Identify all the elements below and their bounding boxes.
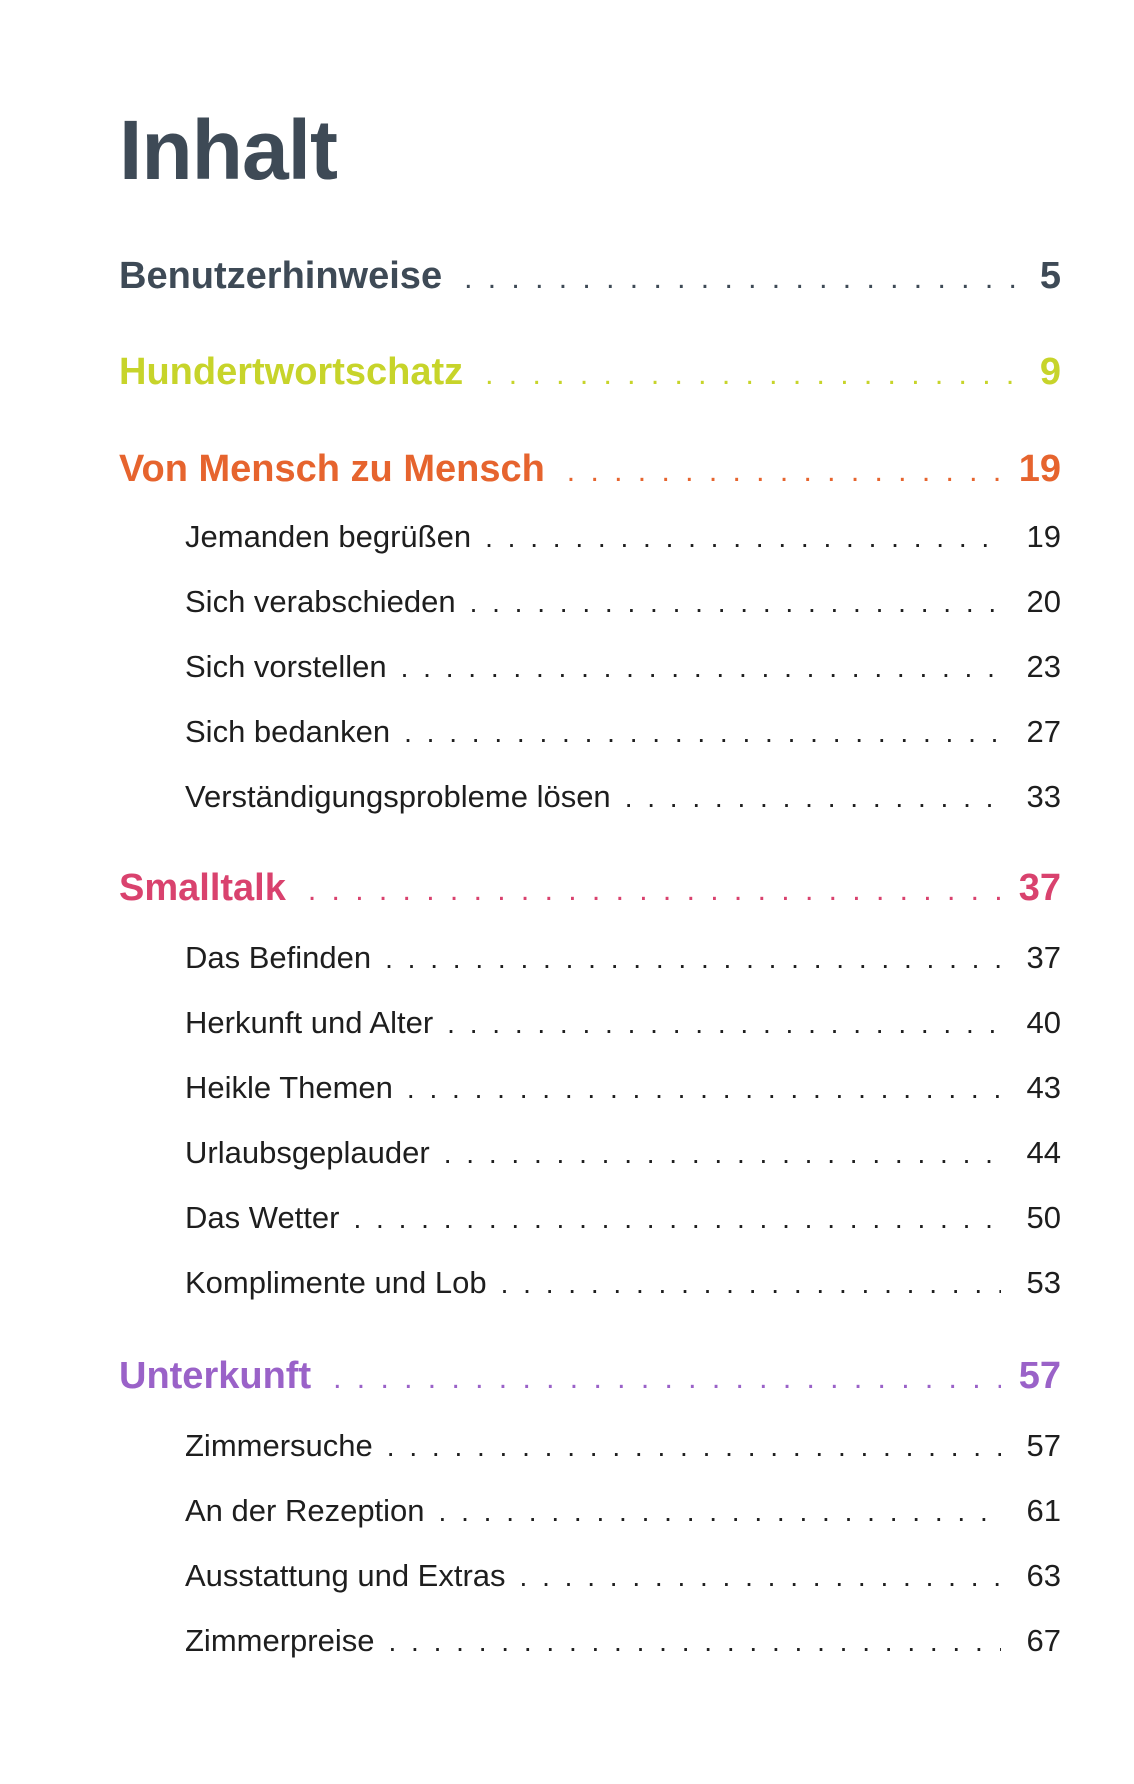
toc-section-sich-vorstellen[interactable] [185, 651, 1061, 682]
toc-section-das-wetter[interactable] [185, 1202, 1061, 1233]
toc-section-label: Zimmersuche [185, 1428, 373, 1463]
toc-section-label: Das Wetter [185, 1200, 340, 1235]
toc-section-label: Sich verabschieden [185, 584, 456, 619]
toc-chapter-label: Hundertwortschatz [119, 351, 464, 393]
toc-section-label: Komplimente und Lob [185, 1265, 487, 1300]
toc-section-sich-bedanken[interactable] [185, 716, 1061, 747]
dot-leader [567, 457, 1001, 487]
toc-section-page: 33 [1026, 779, 1061, 814]
toc-section-page: 67 [1026, 1623, 1061, 1658]
toc-section-page: 40 [1026, 1005, 1061, 1040]
dot-leader [308, 876, 1001, 906]
toc-section-zimmersuche[interactable] [185, 1430, 1061, 1461]
dot-leader [464, 264, 1022, 294]
toc-section-page: 50 [1026, 1200, 1061, 1235]
toc-section-jemanden-begruessen[interactable] [185, 521, 1061, 552]
dot-leader [333, 1364, 1001, 1394]
toc-section-label: Sich bedanken [185, 714, 391, 749]
toc-section-page: 44 [1026, 1135, 1061, 1170]
toc-chapter-hundertwortschatz[interactable] [119, 353, 1061, 391]
dot-leader [404, 719, 1001, 747]
dot-leader [470, 589, 1001, 617]
toc-section-verstaendigungsprobleme-loesen[interactable] [185, 781, 1061, 812]
toc-section-label: Zimmerpreise [185, 1623, 375, 1658]
toc-section-page: 53 [1026, 1265, 1061, 1300]
toc-chapter-benutzerhinweise[interactable] [119, 257, 1061, 295]
dot-leader [501, 1270, 1001, 1298]
toc-section-label: Das Befinden [185, 940, 372, 975]
toc-chapter-label: Smalltalk [119, 867, 286, 909]
dot-leader [447, 1010, 1001, 1038]
toc-section-herkunft-und-alter[interactable] [185, 1007, 1061, 1038]
toc-section-page: 27 [1026, 714, 1061, 749]
toc-section-label: Jemanden begrüßen [185, 519, 472, 554]
toc-section-page: 19 [1026, 519, 1061, 554]
dot-leader [388, 1628, 1001, 1656]
dot-leader [520, 1563, 1001, 1591]
toc-chapter-label: Unterkunft [119, 1355, 312, 1397]
dot-leader [444, 1140, 1001, 1168]
toc-section-label: Heikle Themen [185, 1070, 393, 1105]
dot-leader [485, 360, 1022, 390]
toc-section-label: Ausstattung und Extras [185, 1558, 506, 1593]
toc-section-page: 61 [1026, 1493, 1061, 1528]
dot-leader [439, 1498, 1001, 1526]
toc-section-page: 57 [1026, 1428, 1061, 1463]
toc-section-urlaubsgeplauder[interactable] [185, 1137, 1061, 1168]
page-title: Inhalt [119, 103, 337, 197]
toc-chapter-label: Von Mensch zu Mensch [119, 448, 545, 490]
toc-section-page: 23 [1026, 649, 1061, 684]
toc-section-page: 20 [1026, 584, 1061, 619]
dot-leader [387, 1433, 1001, 1461]
dot-leader [353, 1205, 1001, 1233]
toc-page [119, 0, 1061, 1784]
toc-chapter-smalltalk[interactable] [119, 869, 1061, 907]
toc-chapter-page: 37 [1018, 867, 1061, 909]
toc-section-das-befinden[interactable] [185, 942, 1061, 973]
toc-section-an-der-rezeption[interactable] [185, 1495, 1061, 1526]
toc-section-label: Herkunft und Alter [185, 1005, 434, 1040]
toc-section-label: Urlaubsgeplauder [185, 1135, 430, 1170]
dot-leader [385, 945, 1001, 973]
toc-section-ausstattung-und-extras[interactable] [185, 1560, 1061, 1591]
toc-section-page: 63 [1026, 1558, 1061, 1593]
toc-chapter-label: Benutzerhinweise [119, 255, 443, 297]
toc-section-label: Verständigungsprobleme lösen [185, 779, 611, 814]
toc-section-sich-verabschieden[interactable] [185, 586, 1061, 617]
toc-section-heikle-themen[interactable] [185, 1072, 1061, 1103]
toc-section-page: 37 [1026, 940, 1061, 975]
toc-chapter-page: 57 [1018, 1355, 1061, 1397]
dot-leader [407, 1075, 1001, 1103]
toc-section-label: Sich vorstellen [185, 649, 387, 684]
toc-section-page: 43 [1026, 1070, 1061, 1105]
toc-section-label: An der Rezeption [185, 1493, 425, 1528]
dot-leader [625, 784, 1001, 812]
toc-chapter-von-mensch-zu-mensch[interactable] [119, 450, 1061, 488]
toc-chapter-page: 19 [1018, 448, 1061, 490]
toc-chapter-unterkunft[interactable] [119, 1357, 1061, 1395]
toc-chapter-page: 5 [1039, 255, 1061, 297]
toc-chapter-page: 9 [1039, 351, 1061, 393]
toc-section-zimmerpreise[interactable] [185, 1625, 1061, 1656]
toc-section-komplimente-und-lob[interactable] [185, 1267, 1061, 1298]
dot-leader [401, 654, 1001, 682]
dot-leader [485, 524, 1001, 552]
